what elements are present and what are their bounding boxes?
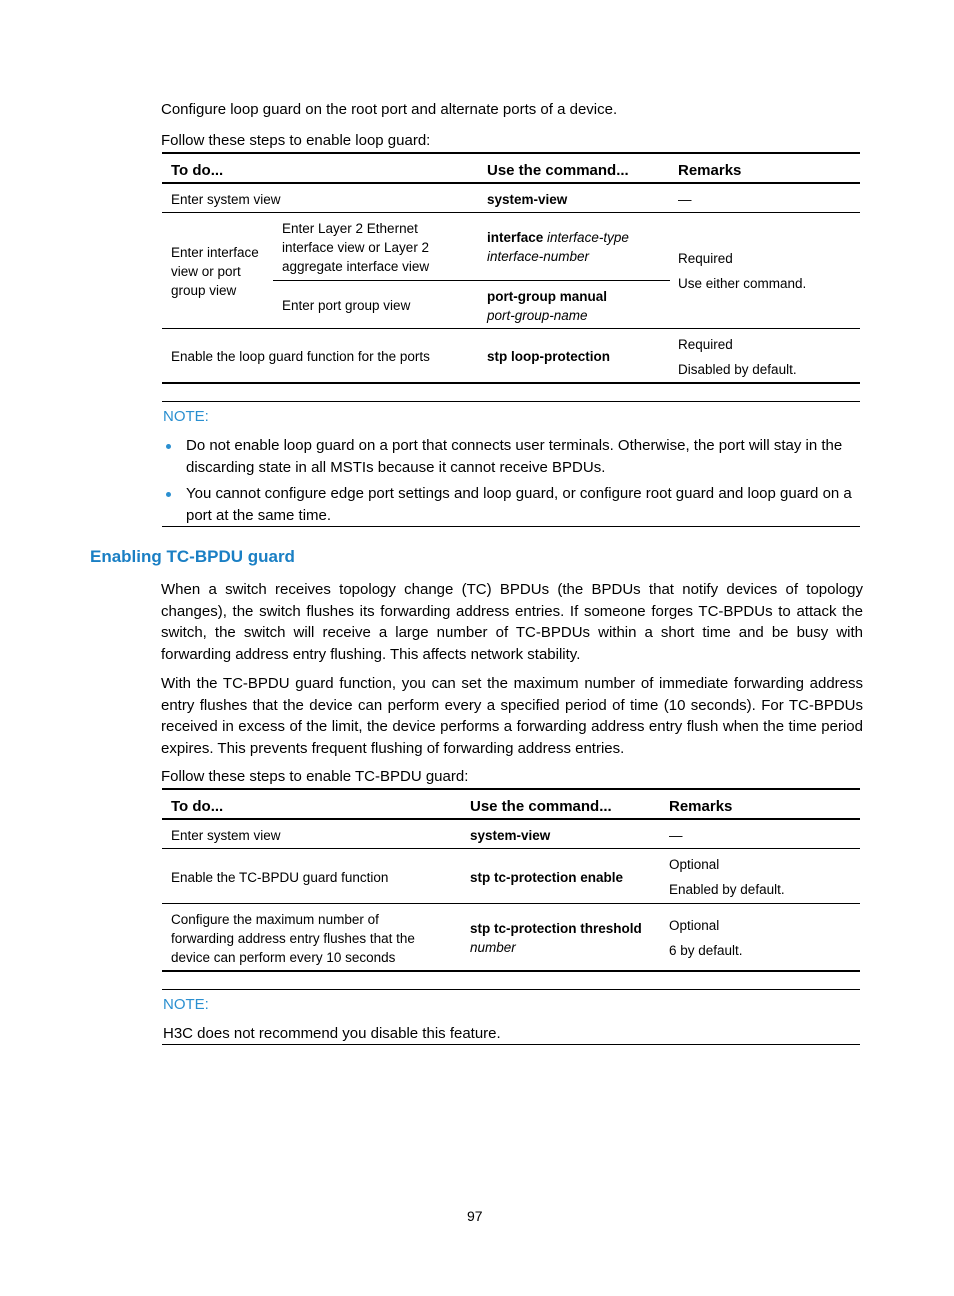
para-line: received in excess of the limit, the device performs a forwarding address entry flush when the time period: [161, 718, 863, 735]
col-header-todo: To do...: [171, 162, 224, 179]
remark-cell: [678, 249, 806, 293]
paragraph: [161, 579, 863, 665]
command-keyword: stp tc-protection threshold: [470, 921, 642, 936]
para-line: expires. This prevents frequent flushing of forwarding address entries.: [161, 739, 625, 757]
cell-line: Enter Layer 2 Ethernet: [282, 221, 418, 236]
cell-line: Use either command.: [678, 276, 807, 291]
remark-cell: [669, 916, 743, 960]
command-cell: system-view: [470, 828, 551, 843]
table-cell: [171, 910, 415, 967]
col-header-command: Use the command...: [487, 162, 629, 179]
remark-cell: —: [678, 192, 692, 207]
note-line: Do not enable loop guard on a port that connects user terminals. Otherwise, the port will stay in the: [186, 437, 843, 454]
col-header-todo: To do...: [171, 798, 224, 815]
cell-line: device can perform every 10 seconds: [171, 950, 396, 965]
header-rule: [162, 182, 860, 184]
para-line: forwarding address entry flushing. This affects network stability.: [161, 645, 581, 663]
para-line: switch, the switch will receive a large number of TC-BPDUs within a short time and be busy with: [161, 624, 863, 641]
cell-line: interface view or Layer 2: [282, 240, 430, 255]
paragraph: [161, 673, 863, 759]
table-cell: [171, 243, 259, 300]
command-keyword: port-group manual: [487, 289, 607, 304]
cell-line: Optional: [669, 857, 720, 872]
section-heading: Enabling TC-BPDU guard: [90, 547, 295, 566]
table-cell: Enter system view: [171, 192, 281, 207]
cell-line: Enabled by default.: [669, 882, 785, 897]
cell-line: Configure the maximum number of: [171, 912, 379, 927]
cell-line: Enter interface: [171, 245, 259, 260]
row-divider: [162, 848, 860, 849]
col-header-remarks: Remarks: [669, 798, 733, 815]
note-text: H3C does not recommend you disable this feature.: [163, 1025, 501, 1042]
note-line: You cannot configure edge port settings and loop guard, or configure root guard and loop guard on a: [186, 485, 852, 502]
note-line: port at the same time.: [186, 506, 332, 524]
bullet-icon: [166, 492, 171, 497]
command-cell: system-view: [487, 192, 568, 207]
command-cell: stp tc-protection enable: [470, 870, 624, 885]
cell-line: Required: [678, 251, 733, 266]
col-header-remarks: Remarks: [678, 162, 742, 179]
para-line: changes), the switch flushes its forwarding address entries. If someone forges TC-BPDUs to attack the: [161, 602, 863, 620]
note-item: [186, 483, 852, 526]
cell-line: Optional: [669, 918, 720, 933]
page-number: 97: [467, 1208, 483, 1224]
table-cell: Enable the loop guard function for the ports: [171, 349, 430, 364]
note-title: NOTE:: [163, 408, 209, 425]
steps-intro: Follow these steps to enable loop guard:: [161, 132, 431, 149]
note-top-rule: [162, 401, 860, 402]
para-line: entry flushes that the device can perform every a specified period of time (10 seconds). For TC-BPDUs: [161, 696, 863, 714]
cell-line: view or port: [171, 264, 241, 279]
remark-cell: —: [669, 828, 683, 843]
row-divider: [162, 328, 860, 329]
bullet-icon: [166, 444, 171, 449]
col-header-command: Use the command...: [470, 798, 612, 815]
note-item: [186, 435, 842, 478]
sub-row-divider: [273, 280, 670, 281]
cell-line: aggregate interface view: [282, 259, 430, 274]
table-top-rule: [162, 788, 860, 790]
cell-line: Required: [678, 337, 733, 352]
table-cell: Enter system view: [171, 828, 281, 843]
row-divider: [162, 212, 860, 213]
table-bottom-rule: [162, 970, 860, 972]
command-argument: number: [470, 940, 516, 955]
command-argument: interface-type: [547, 230, 629, 245]
command-keyword: interface: [487, 230, 544, 245]
note-title: NOTE:: [163, 996, 209, 1013]
row-divider: [162, 903, 860, 904]
command-argument: port-group-name: [487, 308, 588, 323]
note-top-rule: [162, 989, 860, 990]
table-top-rule: [162, 152, 860, 154]
command-cell: stp loop-protection: [487, 349, 610, 364]
command-argument: interface-number: [487, 249, 590, 264]
remark-cell: [678, 335, 797, 379]
header-rule: [162, 818, 860, 820]
command-cell: [470, 919, 642, 957]
table-cell: Enter port group view: [282, 298, 411, 313]
command-cell: [487, 228, 629, 266]
note-bottom-rule: [162, 1044, 860, 1045]
para-line: With the TC-BPDU guard function, you can set the maximum number of immediate forwarding address: [161, 675, 863, 692]
cell-line: 6 by default.: [669, 943, 743, 958]
table-bottom-rule: [162, 382, 860, 384]
cell-line: forwarding address entry flushes that the: [171, 931, 415, 946]
table-cell: Enable the TC-BPDU guard function: [171, 870, 389, 885]
table-cell: [282, 219, 429, 276]
command-cell: [487, 287, 607, 325]
cell-line: Disabled by default.: [678, 362, 797, 377]
remark-cell: [669, 855, 785, 899]
note-line: discarding state in all MSTIs because it cannot receive BPDUs.: [186, 458, 606, 476]
para-line: When a switch receives topology change (TC) BPDUs (the BPDUs that notify devices of topology: [161, 581, 863, 598]
steps-intro: Follow these steps to enable TC-BPDU guard:: [161, 768, 469, 785]
intro-text: Configure loop guard on the root port and alternate ports of a device.: [161, 101, 618, 118]
cell-line: group view: [171, 283, 237, 298]
note-bottom-rule: [162, 526, 860, 527]
